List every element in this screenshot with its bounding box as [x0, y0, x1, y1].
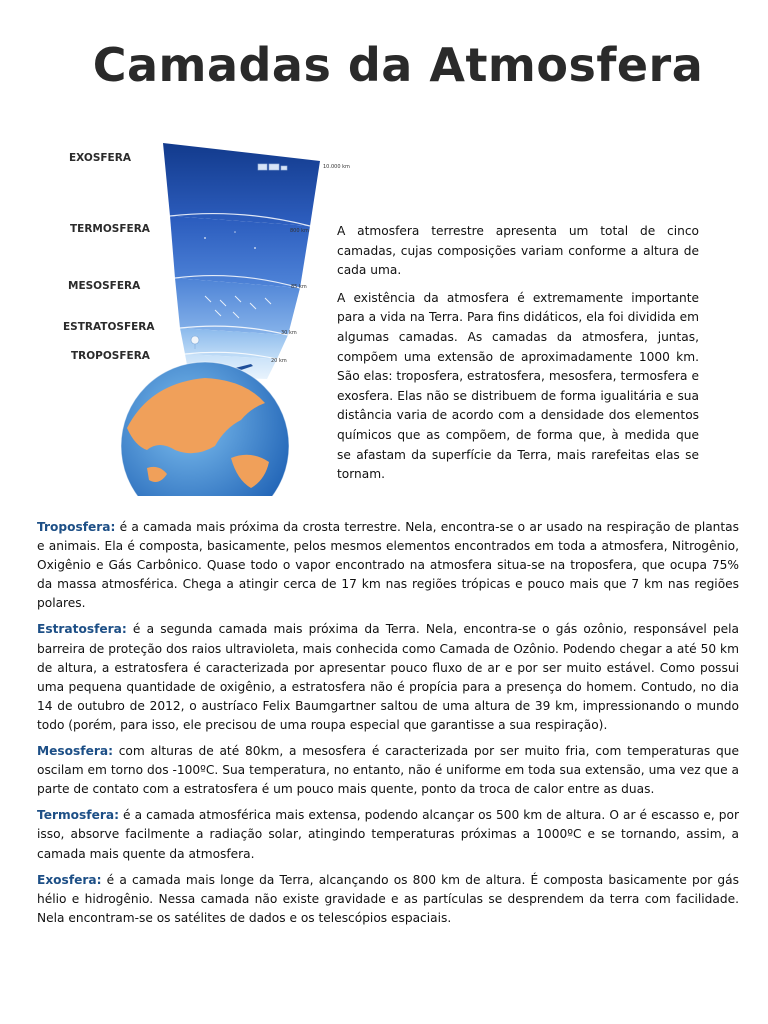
earth-globe-icon	[121, 362, 289, 496]
section-mesosfera	[37, 742, 739, 799]
section-troposfera	[37, 518, 739, 613]
section-term: Troposfera:	[37, 520, 116, 534]
intro-text	[337, 222, 699, 493]
page-title: Camadas da Atmosfera	[92, 38, 704, 92]
intro-paragraph: A existência da atmosfera é extremamente importante para a vida na Terra. Para fins didáticos, ela foi dividida em algumas camadas. As camadas da atmosfera, juntas, compõem uma extensão de aproximadamente 1000 km. São elas: troposfera, estratosfera, mesosfera, termosfera e exosfera. Elas não se distribuem de forma igualitária e sua distância varia de acordo com a densidade dos elementos químicos que as compõem, de forma que, à medida que se afastam da superfície da Terra, mais rarefeitas elas se tornam.	[337, 290, 699, 482]
section-estratosfera	[37, 620, 739, 735]
exosphere-label: EXOSFERA	[69, 152, 131, 164]
section-term: Estratosfera:	[37, 622, 127, 637]
intro-paragraph: A atmosfera terrestre apresenta um total de cinco camadas, cujas composições variam conforme a altura de cada uma.	[337, 224, 699, 278]
exosphere-altitude-label: 10.000 km	[323, 164, 350, 170]
section-term: Mesosfera:	[37, 744, 113, 759]
mesosphere-altitude-label: 85 km	[291, 284, 307, 290]
section-text: com alturas de até 80km, a mesosfera é caracterizada por ser muito fria, com temperaturas que oscilam em torno dos -100ºC. Sua temperatura, no entanto, não é uniforme em toda sua extensão, uma vez que a parte de contato com a estratosfera é um pouco mais quente, ponto da troca de calor entre as duas.	[37, 744, 739, 797]
section-termosfera	[37, 806, 739, 863]
section-term: Exosfera:	[37, 872, 102, 887]
thermosphere-altitude-label: 800 km	[290, 228, 309, 234]
troposphere-altitude-label: 20 km	[271, 358, 287, 364]
section-text: é a camada mais próxima da crosta terrestre. Nela, encontra-se o ar usado na respiração de plantas e animais. Ela é composta, basicamente, pelos mesmos elementos encontrados em toda a atmosfera, Nitrogênio, Oxigênio e Gás Carbônico. Quase todo o vapor encontrado na atmosfera situa-se na troposfera, que ocupa 75% da massa atmosférica. Chega a atingir cerca de 17 km nas regiões trópicas e pouco mais que 7 km nas regiões polares.	[37, 520, 739, 611]
atmosphere-layers-illustration	[55, 128, 355, 496]
section-text: é a segunda camada mais próxima da Terra. Nela, encontra-se o gás ozônio, responsável pela barreira de proteção dos raios ultravioleta, mais conhecida como Camada de Ozônio. Podendo chegar a até 50 km de altura, a estratosfera é caracterizada por apresentar pouco fluxo de ar e por ser muito estável. Como possui uma pequena quantidade de oxigênio, a estratosfera não é propícia para a presença do homem. Contudo, no dia 14 de outubro de 2012, o austríaco Felix Baumgartner saltou de uma altura de 39 km, impressionando o mundo todo (porém, para isso, ele precisou de uma roupa especial que garantisse a sua respiração).	[37, 622, 739, 732]
section-text: é a camada mais longe da Terra, alcançando os 800 km de altura. É composta basicamente por gás hélio e hidrogênio. Nessa camada não existe gravidade e as partículas se desprendem da terra com facilidade. Nela encontram-se os satélites de dados e os telescópios espaciais.	[37, 872, 739, 925]
layer-descriptions	[37, 518, 739, 935]
mesosphere-label: MESOSFERA	[68, 280, 141, 292]
exosphere-band	[163, 143, 320, 226]
stratosphere-label: ESTRATOSFERA	[63, 321, 155, 333]
atmosphere-diagram-svg	[55, 128, 355, 496]
section-term: Termosfera:	[37, 808, 119, 823]
stratosphere-altitude-label: 30 km	[281, 330, 297, 336]
section-text: é a camada atmosférica mais extensa, podendo alcançar os 500 km de altura. O ar é escasso e, por isso, absorve facilmente a radiação solar, atingindo temperaturas próximas a 1000ºC e se tornando, assim, a camada mais quente da atmosfera.	[37, 808, 739, 861]
section-exosfera	[37, 871, 739, 928]
troposphere-label: TROPOSFERA	[71, 350, 150, 362]
thermosphere-label: TERMOSFERA	[70, 223, 150, 235]
